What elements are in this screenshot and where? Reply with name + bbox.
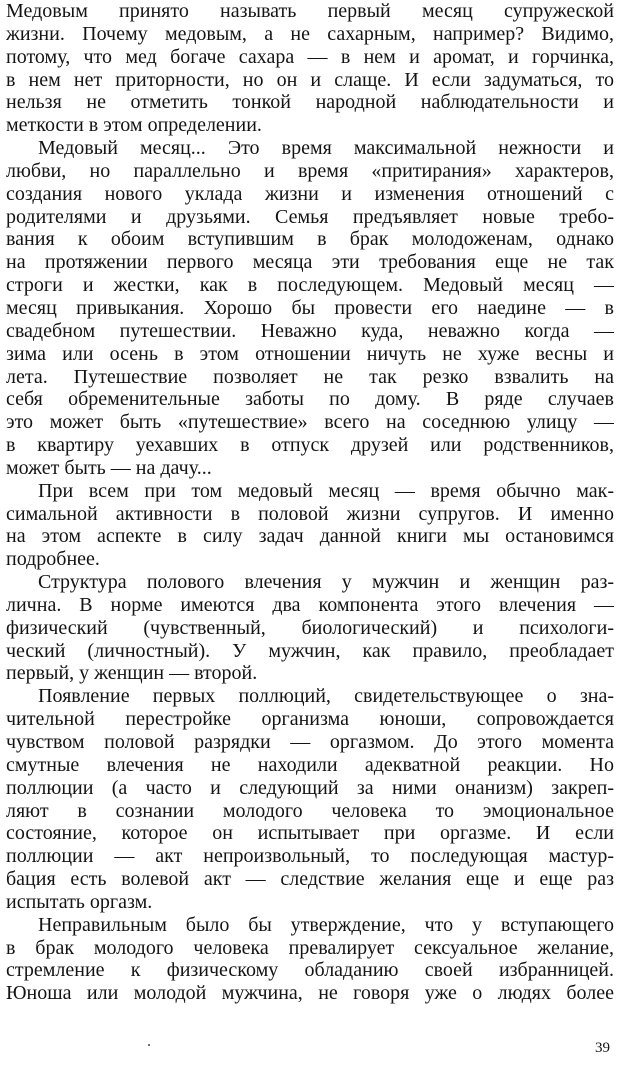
text-line: чувством половой разрядки — оргазмом. До этого момента (6, 731, 614, 753)
paragraph (6, 480, 614, 571)
text-line: первый, у женщин — второй. (6, 662, 258, 685)
text-line: потому, что мед богаче сахара — в нем и аромат, и горчинка, (6, 45, 614, 68)
paragraph (6, 0, 614, 137)
text-line: зима или осень в этом отношении ничуть не хуже весны и (6, 342, 614, 365)
text-line: Медовый месяц... Это время максимальной нежности и (38, 137, 614, 160)
text-line: жизни. Почему медовым, а не сахарным, например? Видимо, (6, 22, 614, 45)
paragraph (6, 137, 614, 480)
text-line: поллюции (а часто и следующий за ними онанизм) закреп- (6, 776, 614, 799)
text-line: ческий (личностный). У мужчин, как правило, преобладает (6, 639, 614, 662)
text-line: свадебном путешествии. Неважно куда, неважно когда — (6, 319, 614, 342)
text-line: в квартиру уехавших в отпуск друзей или родственников, (6, 434, 614, 457)
text-line: меткости в этом определении. (6, 114, 262, 137)
text-line: Появление первых поллюций, свидетельствующее о зна- (38, 685, 614, 708)
text-line: физический (чувственный, биологический) и психологи- (6, 616, 614, 639)
paragraph (6, 914, 614, 1005)
text-line: Медовым принято называть первый месяц супружеской (6, 0, 614, 22)
text-line: бация есть волевой акт — следствие желания еще и еще раз (6, 868, 614, 891)
page-number: 39 (595, 1040, 610, 1056)
text-line: подробнее. (6, 548, 100, 571)
text-line: себя обременительные заботы по дому. В ряде случаев (6, 388, 614, 411)
text-line: поллюции — акт непроизвольный, то последующая мастур- (6, 845, 614, 868)
text-line: любви, но параллельно и время «притирания» характеров, (6, 159, 614, 182)
text-line: может быть — на дачу... (6, 456, 212, 479)
text-line: это может быть «путешествие» всего на соседнюю улицу — (6, 411, 614, 434)
text-line: нельзя не отметить тонкой народной наблюдательности и (6, 91, 614, 114)
text-line: ляют в сознании молодого человека то эмоциональное (6, 799, 614, 822)
text-line: строги и жестки, как в последующем. Медовый месяц — (6, 274, 614, 297)
text-line: месяц привыкания. Хорошо бы провести его наедине — в (6, 296, 614, 319)
text-line: Структура полового влечения у мужчин и женщин раз- (38, 571, 614, 594)
text-line: в брак молодого человека превалирует сексуальное желание, (6, 936, 614, 959)
text-line: стремление к физическому обладанию своей избранницей. (6, 959, 614, 982)
text-line: в нем нет приторности, но он и слаще. И если задуматься, то (6, 68, 614, 91)
text-line: создания нового уклада жизни и изменения отношений с (6, 182, 614, 205)
text-line: на этом аспекте в силу задач данной книги мы остановимся (6, 525, 614, 548)
text-line: смутные влечения не находили адекватной реакции. Но (6, 753, 614, 776)
text-line: испытать оргазм. (6, 890, 153, 913)
text-line: вания к обоим вступившим в брак молодоженам, однако (6, 228, 614, 251)
text-line: чительной перестройке организма юноши, сопровождается (6, 708, 614, 731)
text-line: симальной активности в половой жизни супругов. И именно (6, 502, 614, 525)
text-line: родителями и друзьями. Семья предъявляет новые требо- (6, 205, 614, 228)
text-line: При всем при том медовый месяц — время обычно мак- (38, 479, 614, 502)
text-line: на протяжении первого месяца эти требования еще не так (6, 251, 614, 274)
text-line: Юноша или молодой мужчина, не говоря уже о людях более (6, 982, 614, 1005)
text-line: состояние, которое он испытывает при оргазме. И если (6, 822, 614, 845)
paragraph (6, 685, 614, 913)
scan-speck (148, 1044, 150, 1046)
text-line: лична. В норме имеются два компонента этого влечения — (6, 593, 614, 616)
text-line: лета. Путешествие позволяет не так резко взвалить на (6, 365, 614, 388)
body-text (6, 0, 614, 1005)
text-line: Неправильным было бы утверждение, что у вступающего (38, 913, 614, 936)
paragraph (6, 571, 614, 685)
